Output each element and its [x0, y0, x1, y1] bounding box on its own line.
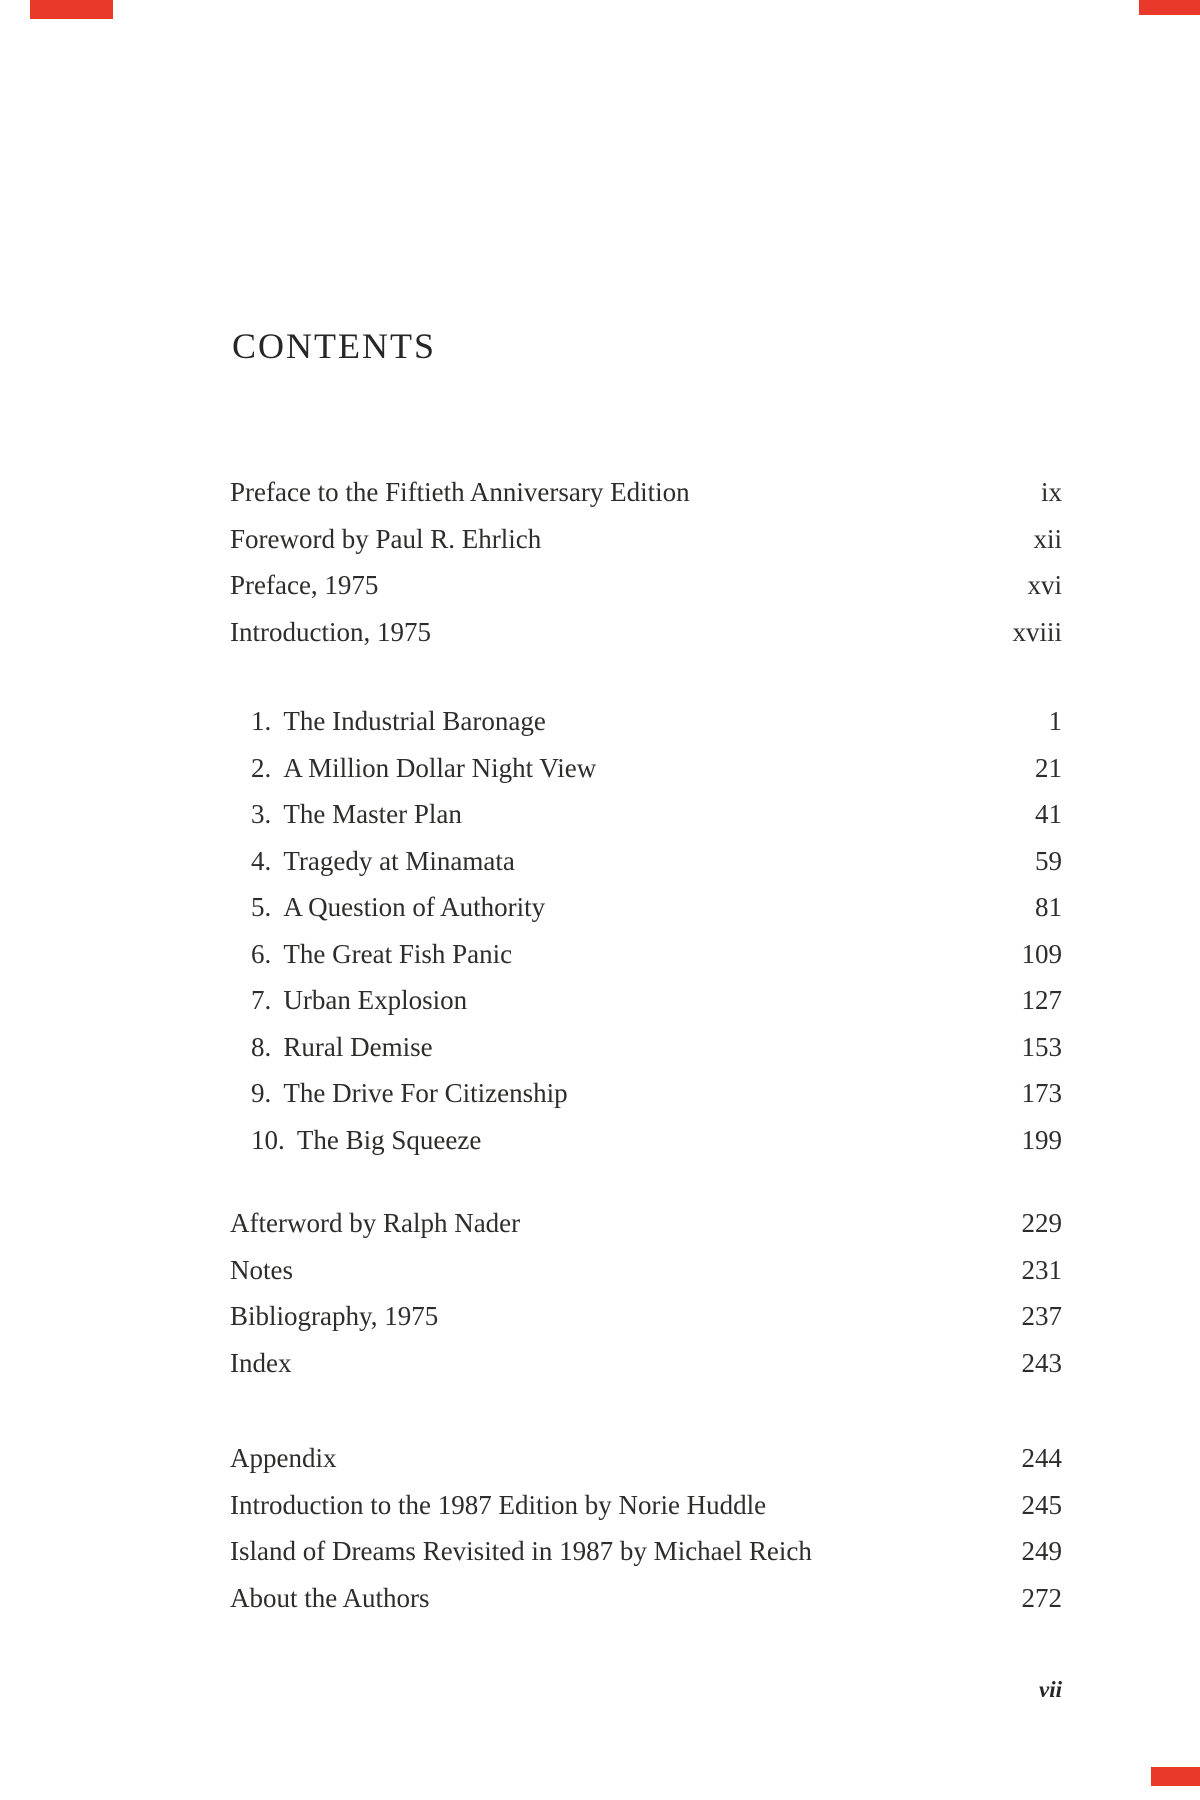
chapter-title: The Industrial Baronage [283, 706, 546, 736]
toc-chapter-row [251, 1070, 1062, 1117]
entry-label: Appendix [230, 1443, 337, 1473]
chapter-number: 7. [251, 985, 272, 1015]
chapter-title: Rural Demise [283, 1031, 433, 1062]
toc-entry-row [230, 1293, 1062, 1340]
entry-label [251, 931, 512, 978]
toc-entry-row [230, 609, 1062, 656]
chapter-number: 6. [251, 938, 272, 969]
toc-entry-row [230, 1247, 1062, 1294]
entry-page-number: ix [1040, 477, 1062, 507]
entry-label [251, 745, 596, 792]
chapter-title: Tragedy at Minamata [283, 845, 515, 876]
entry-label: Introduction to the 1987 Edition by Norie Huddle [230, 1489, 767, 1520]
chapter-title: A Million Dollar Night View [283, 752, 597, 783]
toc-chapter-row [251, 838, 1062, 885]
entry-label: Foreword by Paul R. Ehrlich [230, 523, 542, 554]
entry-page-number: 81 [1035, 892, 1062, 922]
toc-entry-row [230, 469, 1062, 516]
toc-chapter-row [251, 745, 1062, 792]
toc-chapter-row [251, 791, 1062, 838]
entry-label: Notes [230, 1254, 293, 1285]
entry-page-number: 231 [1021, 1254, 1062, 1285]
entry-label: Island of Dreams Revisited in 1987 by Michael Reich [230, 1536, 812, 1566]
toc-chapter-row [251, 698, 1062, 745]
entry-label: Preface to the Fiftieth Anniversary Edition [230, 477, 690, 507]
red-scan-mark-bottom-right [1151, 1767, 1200, 1786]
chapter-number: 8. [251, 1031, 272, 1062]
chapter-number: 3. [251, 799, 272, 829]
chapter-title: The Big Squeeze [296, 1124, 482, 1155]
entry-label [251, 838, 515, 885]
toc-entry-row [230, 1340, 1062, 1387]
back-matter-list [230, 1200, 1062, 1386]
toc-chapter-row [251, 1024, 1062, 1071]
entry-label: About the Authors [230, 1582, 430, 1613]
entry-page-number: 199 [1021, 1124, 1062, 1155]
chapter-number: 10. [251, 1124, 285, 1155]
entry-page-number: 243 [1021, 1347, 1062, 1378]
entry-label [251, 791, 462, 838]
appendix-list [230, 1435, 1062, 1621]
chapter-number: 5. [251, 892, 272, 922]
entry-page-number: 173 [1021, 1078, 1062, 1108]
red-scan-mark-top-left [30, 0, 113, 19]
toc-entry-row [230, 562, 1062, 609]
toc-chapter-row [251, 977, 1062, 1024]
toc-entry-row [230, 1482, 1062, 1529]
entry-page-number: xviii [1012, 616, 1062, 647]
entry-page-number: 245 [1021, 1489, 1062, 1520]
entry-label: Afterword by Ralph Nader [230, 1208, 521, 1238]
entry-page-number: 237 [1021, 1301, 1062, 1331]
page-title: CONTENTS [232, 326, 436, 366]
entry-label: Preface, 1975 [230, 570, 379, 600]
chapter-title: Urban Explosion [283, 985, 468, 1015]
toc-entry-row [230, 1200, 1062, 1247]
entry-page-number: 153 [1021, 1031, 1062, 1062]
entry-page-number: 109 [1021, 938, 1062, 969]
entry-page-number: 127 [1021, 985, 1062, 1015]
toc-chapter-row [251, 1117, 1062, 1164]
toc-entry-row [230, 1528, 1062, 1575]
entry-page-number: 249 [1021, 1536, 1062, 1566]
red-scan-mark-top-right [1139, 0, 1200, 15]
chapter-number: 4. [251, 845, 272, 876]
entry-page-number: 41 [1035, 799, 1062, 829]
entry-page-number: 1 [1048, 706, 1062, 736]
chapter-list [230, 698, 1062, 1163]
toc-chapter-row [251, 884, 1062, 931]
entry-label: Introduction, 1975 [230, 616, 431, 647]
chapter-title: The Great Fish Panic [283, 938, 513, 969]
toc-entry-row [230, 1435, 1062, 1482]
chapter-title: The Master Plan [283, 799, 462, 829]
chapter-number: 1. [251, 706, 272, 736]
toc-chapter-row [251, 931, 1062, 978]
entry-label [251, 977, 467, 1024]
entry-page-number: xvi [1027, 570, 1062, 600]
entry-label: Index [230, 1347, 292, 1378]
table-of-contents [230, 326, 1062, 1621]
entry-page-number: 244 [1021, 1443, 1062, 1473]
entry-page-number: 21 [1035, 752, 1062, 783]
entry-label [251, 1070, 568, 1117]
front-matter-list [230, 469, 1062, 655]
entry-label [251, 1117, 481, 1164]
entry-label [251, 884, 545, 931]
entry-label: Bibliography, 1975 [230, 1301, 439, 1331]
entry-page-number: 59 [1035, 845, 1062, 876]
entry-label [251, 698, 546, 745]
chapter-title: The Drive For Citizenship [283, 1078, 568, 1108]
entry-page-number: xii [1033, 523, 1062, 554]
entry-page-number: 229 [1021, 1208, 1062, 1238]
chapter-number: 2. [251, 752, 272, 783]
chapter-number: 9. [251, 1078, 272, 1108]
chapter-title: A Question of Authority [283, 892, 546, 922]
entry-label [251, 1024, 433, 1071]
page-folio: vii [1039, 1677, 1062, 1702]
entry-page-number: 272 [1021, 1582, 1062, 1613]
toc-entry-row [230, 516, 1062, 563]
toc-entry-row [230, 1575, 1062, 1622]
